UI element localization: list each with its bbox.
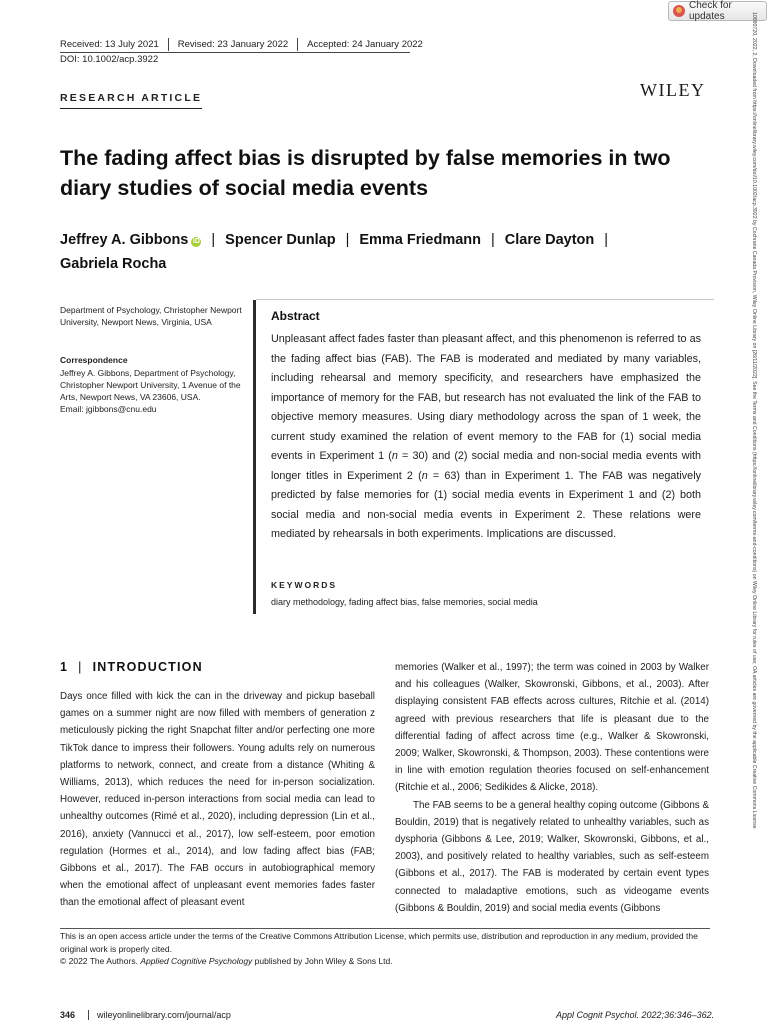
header-divider [60, 52, 410, 53]
sample-size-symbol: n [391, 450, 398, 462]
page-number: 346 [60, 1010, 76, 1020]
sample-size-symbol: n [421, 469, 428, 482]
affiliation: Department of Psychology, Christopher Newport University, Newport News, Virginia, USA [60, 305, 242, 327]
abstract-sidebar-rule [253, 300, 256, 614]
license-notice [60, 930, 710, 968]
section-heading [60, 660, 203, 674]
orcid-icon[interactable]: iD [192, 238, 200, 245]
check-for-updates-label: Check for updates [689, 0, 732, 22]
revised-date: Revised: 23 January 2022 [168, 38, 297, 51]
journal-name: Applied Cognitive Psychology [140, 956, 253, 966]
section-separator: | [78, 660, 83, 674]
publisher-logo: WILEY [640, 80, 706, 100]
correspondence-address: Jeffrey A. Gibbons, Department of Psychology, Christopher Newport University, 1 Avenue of the Arts, Newport News, VA 23606, USA. [60, 368, 241, 402]
author-name[interactable]: Spencer Dunlap [225, 232, 336, 248]
author-separator: | [491, 232, 495, 248]
author-name[interactable]: Emma Friedmann [359, 232, 482, 248]
author-list [60, 228, 680, 276]
abstract-text-part: = 30) and (2) social media and non-social media events with longer titles in Experiment 2 ( [271, 450, 702, 482]
received-date: Received: 13 July 2021 [60, 39, 159, 50]
crossmark-icon [673, 5, 685, 17]
copyright-suffix: published by John Wiley & Sons Ltd. [252, 956, 393, 966]
author-name[interactable]: Jeffrey A. Gibbons [60, 232, 189, 248]
author-separator: | [604, 232, 609, 248]
download-watermark: 10990720, 2022, 2, Downloaded from https://onlinelibrary.wiley.com/doi/10.1002/acp.3922 by Cochrane Canada Provision, Wiley Online Library on [26/11/2022]. See the Terms and Conditions (https://onlinelibrary.wiley.com/terms-and-conditions) on Wiley Online Library for rules of use; OA articles are governed by the applicable Creative Commons License [751, 12, 757, 829]
keywords-list: diary methodology, fading affect bias, false memories, social media [271, 597, 538, 607]
abstract-body [271, 330, 701, 545]
accepted-date: Accepted: 24 January 2022 [297, 38, 432, 51]
body-paragraph: memories (Walker et al., 1997); the term was coined in 2003 by Walker and his colleagues (Walker, Skowronski, Gibbons, et al., 2003). After displaying consistent FAB effects across cultures, Ritchie et al. (2014) agreed with previous researchers that life is pleasant due to the differential fading of affect across time (e.g., Walker & Skowronski, 2009; Walker, Skowronski, & Thompson, 2003). These contentions were in line with emotion regulation theories focused on self-enhancement (Ritchie et al., 2006; Sedikides & Alicke, 2018). [395, 662, 709, 794]
license-text: This is an open access article under the terms of the Creative Commons Attribution License, which permits use, distribution and reproduction in any medium, provided the original work is properly cited. [60, 931, 698, 954]
keywords-heading: KEYWORDS [271, 580, 338, 590]
author-separator: | [345, 232, 350, 248]
abstract-text-part: Unpleasant affect fades faster than pleasant affect, and this phenomenon is referred to as the fading affect bias (FAB). The FAB is moderated and mediated by many variables, including rehearsal and memory specificity, and researchers have emphasized the importance of memory for the FAB, but research has not evaluated the link of the FAB to objective memory measures. Using diary methodology across the span of 1 week, the current study examined the relation of event memory to the FAB for (1) social media events in Experiment 1 ( [271, 333, 701, 462]
author-name[interactable]: Clare Dayton [504, 232, 595, 248]
body-paragraph: Days once filled with kick the can in the driveway and pickup baseball games on a summer night are now filled with members of generation z meticulously picking the right Snapchat filter and/or perfecting one more TikTok dance to impress their followers. Young adults rely on numerous platforms to network, connect, and create from a distance (Whiting & Williams, 2013), which reduces the need for in-person socialization. However, reduced in-person interactions from social media can lead to unhealthy outcomes (Rimé et al., 2020), including depression (Lin et al., 2016), anxiety (Vannucci et al., 2017), low self-esteem, poor emotion regulation (Hormes et al., 2014), and low fading affect bias (FAB; Gibbons et al., 2017). The FAB occurs in autobiographical memory when the emotional affect of unpleasant event memories fades faster than the emotional affect of pleasant event [60, 691, 375, 909]
body-paragraph: The FAB seems to be a general healthy coping outcome (Gibbons & Bouldin, 2019) that is negatively related to unhealthy variables, such as dysphoria (Gibbons & Lee, 2019; Walker, Skowronski, Gibbons, et al., 2003), and positively related to healthy variables, such as self-esteem (Gibbons et al., 2017). The FAB is moderated by certain event types connected to maladaptive emotions, such as videogame events (Gibbons & Bouldin, 2019) and social media events (Gibbons [395, 799, 709, 914]
abstract-heading: Abstract [271, 309, 320, 323]
section-number: 1 [60, 660, 69, 674]
article-type: RESEARCH ARTICLE [60, 92, 203, 104]
journal-url-link[interactable]: wileyonlinelibrary.com/journal/acp [88, 1010, 231, 1020]
section-title: INTRODUCTION [92, 660, 203, 674]
body-column-right [395, 659, 709, 917]
article-title: The fading affect bias is disrupted by false memories in two diary studies of social media events [60, 146, 671, 200]
citation-line: Appl Cognit Psychol. 2022;36:346–362. [556, 1010, 715, 1020]
author-name[interactable]: Gabriela Rocha [60, 256, 167, 272]
correspondence-heading: Correspondence [60, 355, 128, 365]
doi[interactable]: DOI: 10.1002/acp.3922 [60, 54, 159, 65]
author-separator: | [211, 232, 216, 248]
abstract-text-part: = 63) than in Experiment 1. The FAB was negatively predicted by false memories for (1) social media events in Experiment 1 and (2) both social media and non-social media events in Experiment 2. These relations were mediated by rehearsals in both experiments. Implications are discussed. [271, 469, 701, 540]
copyright-prefix: © 2022 The Authors. [60, 956, 141, 966]
body-column-left [60, 688, 375, 912]
correspondence-email[interactable]: Email: jgibbons@cnu.edu [60, 404, 157, 414]
history-dates [60, 38, 432, 51]
correspondence-details [60, 367, 250, 415]
footnote-divider [60, 928, 710, 929]
